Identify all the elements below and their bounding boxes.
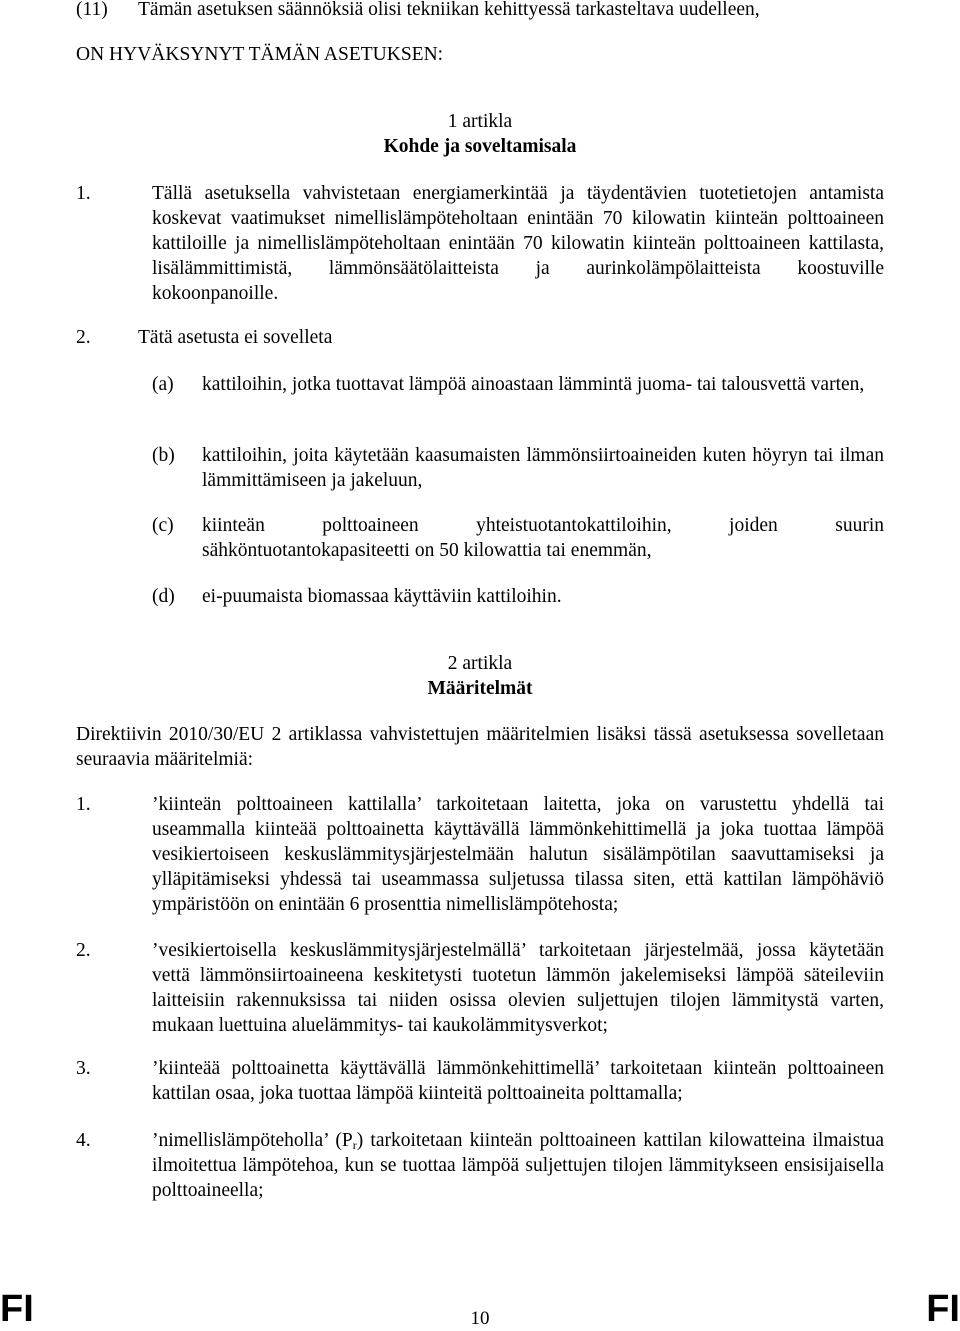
list-item-text: kattiloihin, joita käytetään kaasumaisten lämmönsiirtoaineiden kuten höyryn tai ilman lämmittämiseen ja jakeluun, [202, 445, 884, 491]
definition-number: 3. [76, 1058, 91, 1079]
article1-p2-text: Tätä asetusta ei sovelleta [138, 327, 333, 348]
definition-text-post: ) tarkoitetaan kiinteän polttoaineen kattilan kilowatteina ilmaistua ilmoitettua lämpötehoa, kun se tuottaa lämpöä suljettujen tilojen lämmitykseen ensisijaisella polttoaineella; [152, 1130, 884, 1201]
article2-title: Määritelmät [427, 678, 533, 699]
list-item-text: kattiloihin, jotka tuottavat lämpöä ainoastaan lämmintä juoma- tai talousvettä varten, [202, 374, 865, 395]
definition-number: 2. [76, 940, 91, 961]
definition-text: ’kiinteää polttoainetta käyttävällä lämmönkehittimellä’ tarkoitetaan kiinteän polttoaineen kattilan osaa, joka tuottaa lämpöä kiinteitä polttoaineita polttamalla; [152, 1058, 884, 1104]
definition-text [152, 1128, 884, 1203]
article1-p2-number: 2. [76, 327, 91, 348]
article1-title: Kohde ja soveltamisala [383, 136, 577, 157]
footer-language-left: FI [0, 1288, 34, 1330]
definition-number: 4. [76, 1130, 91, 1151]
article2-intro: Direktiivin 2010/30/EU 2 artiklassa vahvistettujen määritelmien lisäksi tässä asetuksessa sovelletaan seuraavia määritelmiä: [76, 724, 884, 770]
subscript-r: r [352, 1138, 357, 1152]
recital-number: (11) [76, 0, 108, 20]
definition-text-pre: ’nimellislämpöteholla’ (P [152, 1130, 353, 1151]
article1-number: 1 artikla [447, 111, 513, 132]
list-item-text: kiinteän polttoaineen yhteistuotantokattiloihin, joiden suurin sähköntuotantokapasiteetti on 50 kilowattia tai enemmän, [202, 515, 884, 561]
definition-number: 1. [76, 794, 91, 815]
definition-text: ’vesikiertoisella keskuslämmitysjärjestelmällä’ tarkoitetaan järjestelmää, jossa käytetään vettä lämmönsiirtoaineena keskitetysti tuotetun lämmön jakelemiseksi lämpöä säteileviin laitteisiin rakennuksissa tai niiden osissa olevien suljettujen tilojen lämmitystä varten, mukaan luettuina aluelämmitys- tai kaukolämmitysverkot; [152, 940, 884, 1036]
list-item-text: ei-puumaista biomassaa käyttäviin kattiloihin. [202, 586, 562, 607]
definition-text: ’kiinteän polttoaineen kattilalla’ tarkoitetaan laitetta, joka on varustettu yhdellä tai useammalla kiinteää polttoainetta käyttävällä lämmönkehittimellä ja joka tuottaa lämpöä vesikiertoiseen keskuslämmitysjärjestelmään halutun sisälämpötilan saavuttamiseksi ja ylläpitämiseksi yhdessä tai useammassa suljetussa tilassa siten, että kattilan lämpöhäviö ympäristöön on enintään 6 prosenttia nimellislämpötehosta; [152, 794, 884, 915]
article1-p1-text: Tällä asetuksella vahvistetaan energiamerkintää ja täydentävien tuotetietojen antamista koskevat vaatimukset nimellislämpöteholtaan enintään 70 kilowatin kiinteän polttoaineen kattiloille ja nimellislämpöteholtaan enintään 70 kilowatin kiinteän polttoaineen kattilasta, lisälämmittimistä, lämmönsäätölaitteista ja aurinkolämpölaitteista koostuville kokoonpanoille. [152, 183, 884, 304]
page-number: 10 [470, 1308, 490, 1329]
list-item-label: (a) [152, 374, 174, 395]
article2-number: 2 artikla [447, 653, 513, 674]
list-item-label: (c) [152, 515, 174, 536]
footer-language-right: FI [926, 1288, 960, 1330]
list-item-label: (b) [152, 445, 175, 466]
adopted-heading: ON HYVÄKSYNYT TÄMÄN ASETUKSEN: [76, 44, 444, 65]
list-item-label: (d) [152, 586, 175, 607]
recital-text: Tämän asetuksen säännöksiä olisi tekniikan kehittyessä tarkasteltava uudelleen, [138, 0, 760, 20]
article1-p1-number: 1. [76, 183, 91, 204]
